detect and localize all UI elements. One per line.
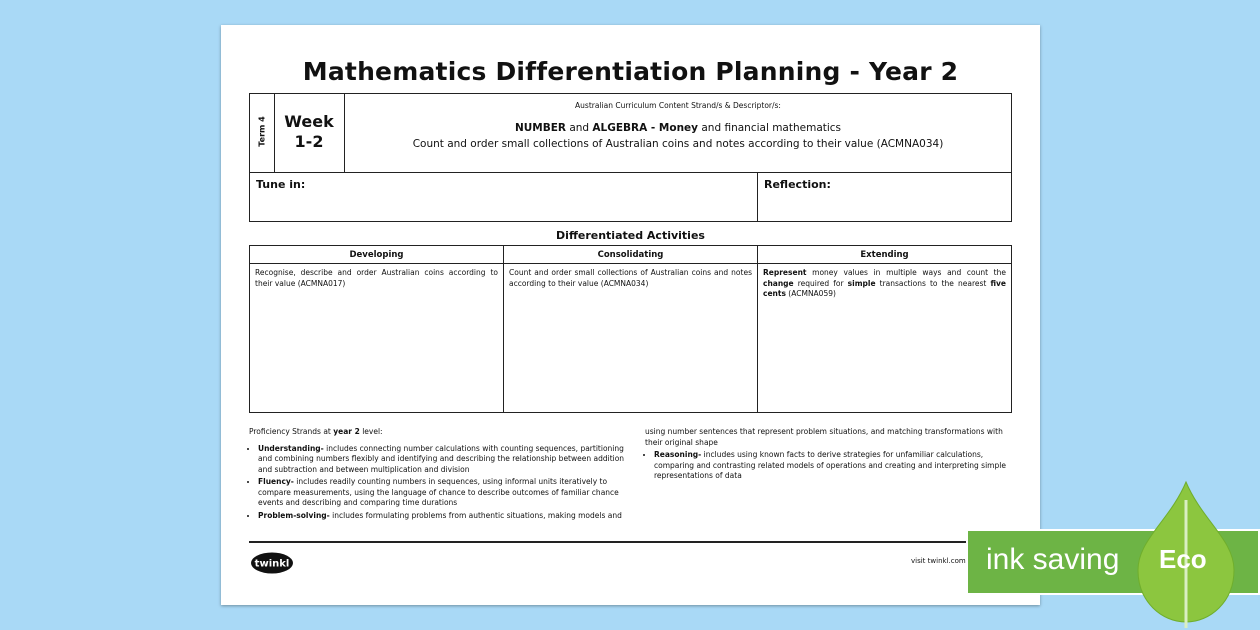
strand-line: NUMBER and ALGEBRA - Money and financial mathematics — [514, 122, 842, 134]
problem-solving-item: • Problem-solving- includes formulating problems from authentic situations, making models and — [258, 511, 627, 522]
reflection-label: Reflection: — [764, 178, 831, 191]
curriculum-cell — [345, 94, 1011, 172]
term-cell — [250, 94, 275, 172]
worksheet-page — [221, 25, 1040, 605]
page-title: Mathematics Differentiation Planning - Year 2 — [302, 57, 959, 86]
curriculum-heading: Australian Curriculum Content Strand/s & Descriptor/s: — [575, 101, 781, 110]
tune-in-box — [249, 172, 758, 222]
twinkl-logo — [250, 551, 294, 575]
proficiency-list-right — [645, 450, 1013, 482]
header-extending: Extending — [758, 246, 1011, 264]
tune-in-label: Tune in: — [256, 178, 306, 191]
eco-badge-text: Eco — [1159, 544, 1207, 574]
week-cell — [274, 94, 345, 172]
extending-cell: Represent money values in multiple ways and count the change required for simple transactions to the nearest five cents (ACMNA059) — [763, 268, 1006, 298]
proficiency-list — [249, 444, 627, 522]
header-consolidating: Consolidating — [504, 246, 758, 264]
proficiency-intro: Proficiency Strands at year 2 level: — [249, 427, 383, 436]
header-table — [249, 93, 1012, 173]
week-label: Week 1-2 — [284, 112, 334, 151]
proficiency-left — [249, 427, 627, 523]
activities-title: Differentiated Activities — [556, 229, 705, 242]
reasoning-item: • Reasoning- includes using known facts to derive strategies for unfamiliar calculations, comparing and contrasting related models of operations and creating and interpreting simple representations of data — [654, 450, 1013, 482]
reflection-box — [757, 172, 1012, 222]
developing-cell: Recognise, describe and order Australian coins according to their value (ACMNA017) — [250, 264, 504, 412]
term-label: Term 4 — [257, 116, 267, 147]
consolidating-cell: Count and order small collections of Australian coins and notes according to their value (ACMNA034) — [504, 264, 758, 412]
understanding-item: • Understanding- includes connecting number calculations with counting sequences, partitioning and combining numbers flexibly and identifying and describing the relationship between addition and subtraction and between multiplication and division — [258, 444, 627, 476]
footer-divider — [249, 541, 1012, 543]
activities-table — [249, 245, 1012, 413]
problem-solving-continued: using number sentences that represent problem situations, and matching transformations with their original shape — [645, 427, 1003, 447]
header-developing: Developing — [250, 246, 504, 264]
visit-link[interactable]: visit twinkl.com — [911, 557, 966, 565]
proficiency-right — [645, 427, 1013, 484]
ink-saving-text: ink saving — [986, 543, 1120, 576]
svg-text:twinkl: twinkl — [254, 558, 290, 570]
descriptor-line: Count and order small collections of Australian coins and notes according to their value (ACMNA034) — [412, 138, 944, 150]
fluency-item: • Fluency- includes readily counting numbers in sequences, using informal units iteratively to compare measurements, using the language of chance to describe outcomes of familiar chance events and describing and comparing time durations — [258, 477, 627, 509]
